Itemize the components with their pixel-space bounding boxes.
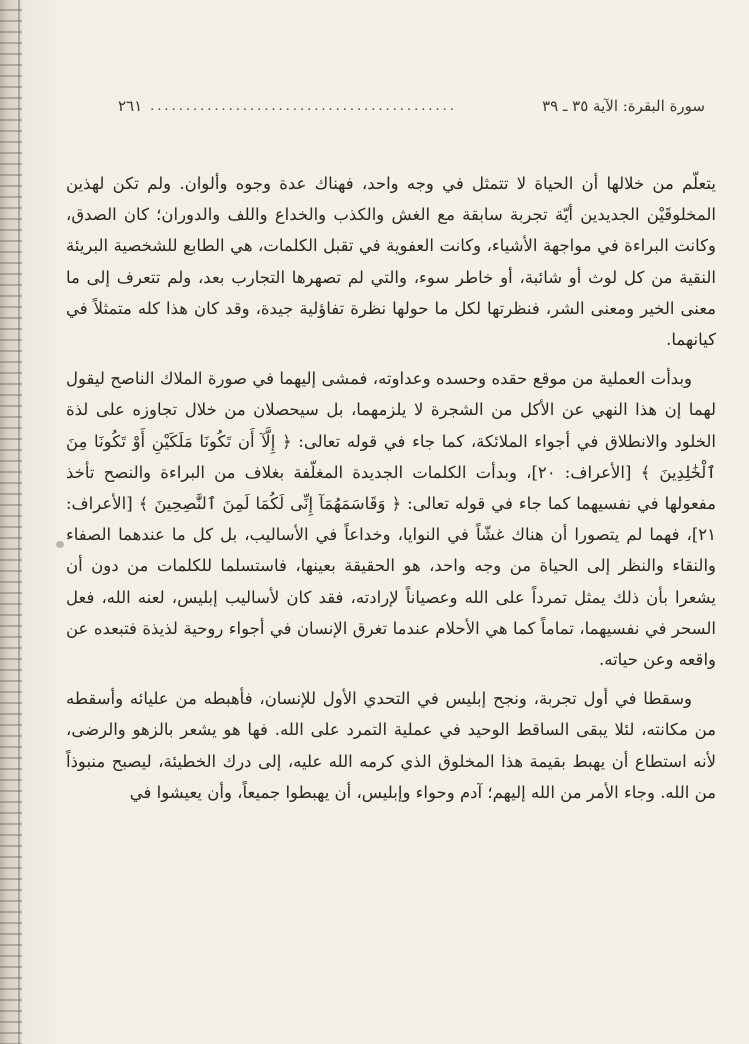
header-title: سورة البقرة: الآية ٣٥ ـ ٣٩ <box>542 97 705 115</box>
spine-edge <box>18 0 20 1044</box>
paragraph-3: وسقطا في أول تجربة، ونجح إبليس في التحدي الأول للإنسان، فأهبطه من عليائه وأسقطه من مكانته، لئلا يبقى الساقط الوحيد في عملية التمرد على الله. فها هو يشعر بالزهو والرضى، لأنه استطاع أن يهبط بقيمة هذا المخلوق الذي كرمه الله عليه، إلى درك الخطيئة، ليصبح منبوذاً من الله. وجاء الأمر من الله إليهم؛ آدم وحواء وإبليس، أن يهبطوا جميعاً، وأن يعيشوا في <box>66 689 716 802</box>
ink-smudge <box>56 541 64 548</box>
page-number: ٢٦١ <box>118 97 143 115</box>
header-leader-dots: ........................................... <box>150 98 457 114</box>
running-header <box>118 92 705 120</box>
paragraph-2: وبدأت العملية من موقع حقده وحسده وعداوته، فمشى إليهما في صورة الملاك الناصح ليقول لهما إن هذا النهي عن الأكل من الشجرة لا يلزمهما، بل سيحصلان من خلال تجاوزه على لذة الخلود والانطلاق في أجواء الملائكة، كما جاء في قوله تعالى: ﴿ إِلَّآ أَن تَكُونَا مَلَكَيْنِ أَوْ تَكُونَا مِنَ ٱلْخَٰلِدِينَ ﴾ [الأعراف: ٢٠]، وبدأت الكلمات الجديدة المغلّفة بغلاف من البراءة والنصح تأخذ مفعولها في نفسيهما كما جاء في قوله تعالى: ﴿ وَقَاسَمَهُمَآ إِنِّى لَكُمَا لَمِنَ ٱلنَّٰصِحِينَ ﴾ [الأعراف: ٢١]، فهما لم يتصورا أن هناك غشّاً في النوايا، وخداعاً في الأساليب، بل كل ما عندهما الصفاء والنقاء والنظر إلى الحياة من وجه واحد، هو الحقيقة بعينها، فاستسلما للكلمات من دون أن يشعرا بأن ذلك يمثل تمرداً على الله وعصياناً لإرادته، فقد كان لأساليب إبليس، لعنه الله، فعل السحر في نفسيهما، تماماً كما هي الأحلام عندما تغرق الإنسان في أجواء روحية لذيذة فتبعده عن واقعه وعن حياته. <box>66 369 717 670</box>
paragraph-1: يتعلّم من خلالها أن الحياة لا تتمثل في وجه واحد، فهناك عدة وجوه وألوان. ولم تكن لهذين المخلوقَيْن الجديدين أيّة تجربة سابقة مع الغش والكذب والخداع واللف والدوران؛ كان الصدق، وكانت البراءة في مواجهة الأشياء، وكانت العفوية في تقبل الكلمات، هي الطابع للشخصية البريئة النقية من كل لوث أو شائبة، أو خاطر سوء، والتي لم تصهرها التجارب بعد، ولم تتعرف إلى ما معنى الخير ومعنى الشر، فنظرتها لكل ما حولها نظرة تفاؤلية جيدة، وقد كان هذا كله متمثلاً في كيانهما. <box>66 174 716 350</box>
body-text <box>66 168 716 808</box>
